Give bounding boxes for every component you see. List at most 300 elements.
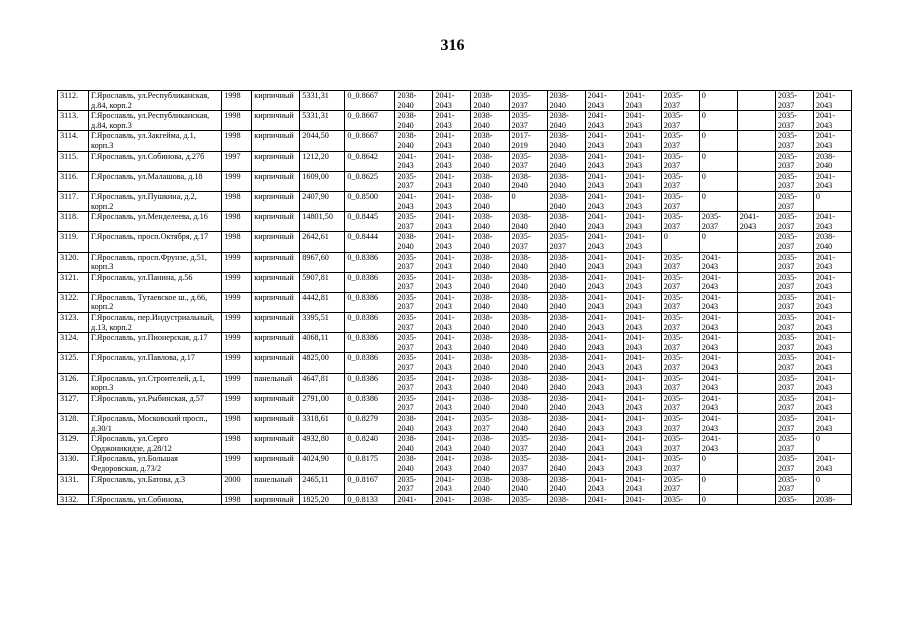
table-row [58,272,852,292]
period-cell: 2041- 2043 [585,272,623,292]
period-cell: 2041- 2043 [585,333,623,353]
period-cell: 2041- 2043 [623,111,661,131]
period-cell: 2041- 2043 [433,434,471,454]
period-cell: 2041- 2043 [585,414,623,434]
year-cell: 1998 [222,191,252,211]
period-cell: 2035- 2037 [775,353,813,373]
area-cell: 8967,60 [300,252,345,272]
period-cell [737,272,775,292]
index-cell: 0_0.8240 [345,434,395,454]
period-cell: 2038- 2040 [547,454,585,474]
table-row [58,292,852,312]
period-cell: 2038- 2040 [547,151,585,171]
period-cell: 2041- 2043 [433,292,471,312]
period-cell: 2041- 2043 [813,171,851,191]
address-cell: Г.Ярославль, ул.Менделеева, д.16 [89,212,222,232]
period-cell: 2038- 2040 [547,292,585,312]
row-number: 3123. [58,313,89,333]
period-cell: 2035- 2037 [775,474,813,494]
period-cell: 2041- 2043 [585,232,623,252]
period-cell [737,494,775,505]
period-cell: 2038- 2040 [395,414,433,434]
period-cell: 2038- 2040 [471,353,509,373]
period-cell: 2041- 2043 [737,212,775,232]
period-cell: 2035- 2037 [661,191,699,211]
period-cell: 2038- 2040 [547,474,585,494]
year-cell: 1999 [222,333,252,353]
material-cell: кирпичный [252,353,300,373]
period-cell: 2041- 2043 [433,212,471,232]
period-cell: 2038- 2040 [547,171,585,191]
address-cell: Г.Ярославль, ул.Собинова, [89,494,222,505]
period-cell: 2041- 2043 [433,333,471,353]
material-cell: панельный [252,373,300,393]
table-row [58,414,852,434]
period-cell: 2038- 2040 [813,151,851,171]
period-cell: 2035- 2037 [661,91,699,111]
period-cell: 2041- 2043 [585,191,623,211]
period-cell: 2041- 2043 [623,191,661,211]
period-cell: 2041- 2043 [813,252,851,272]
period-cell: 2035- 2037 [775,434,813,454]
area-cell: 1825,20 [300,494,345,505]
period-cell: 2038- 2040 [509,252,547,272]
period-cell: 2038- 2040 [471,212,509,232]
period-cell: 2035- 2037 [395,373,433,393]
year-cell: 1999 [222,252,252,272]
period-cell: 2041- 2043 [585,151,623,171]
year-cell: 1999 [222,373,252,393]
period-cell: 2038- 2040 [509,171,547,191]
period-cell: 2035- 2037 [471,414,509,434]
period-cell: 2035- 2037 [661,353,699,373]
period-cell [737,111,775,131]
period-cell: 2038- 2040 [547,313,585,333]
table-row [58,212,852,232]
period-cell: 2041- 2043 [623,171,661,191]
period-cell: 2035- 2037 [661,272,699,292]
period-cell: 2035- 2037 [395,474,433,494]
period-cell: 2038- 2040 [395,454,433,474]
index-cell: 0_0.8667 [345,131,395,151]
area-cell: 1609,00 [300,171,345,191]
period-cell: 2041- 2043 [813,414,851,434]
period-cell: 2041- 2043 [699,414,737,434]
index-cell: 0_0.8386 [345,292,395,312]
address-cell: Г.Ярославль, ул.Серго Орджоникидзе, д.28/12 [89,434,222,454]
index-cell: 0_0.8386 [345,313,395,333]
period-cell: 2038- 2040 [509,272,547,292]
period-cell: 2038- 2040 [509,393,547,413]
period-cell: 2041- 2043 [433,191,471,211]
row-number: 3121. [58,272,89,292]
period-cell: 2035- 2037 [775,191,813,211]
year-cell: 1998 [222,111,252,131]
period-cell: 2035- 2037 [699,212,737,232]
area-cell: 4647,81 [300,373,345,393]
period-cell: 2038- 2040 [509,474,547,494]
period-cell: 2038- 2040 [395,131,433,151]
table-row [58,333,852,353]
year-cell: 1999 [222,393,252,413]
area-cell: 4932,80 [300,434,345,454]
material-cell: кирпичный [252,414,300,434]
year-cell: 1998 [222,414,252,434]
period-cell: 2038- 2040 [547,91,585,111]
material-cell: кирпичный [252,131,300,151]
period-cell: 2035- 2037 [509,91,547,111]
period-cell: 2041- 2043 [585,474,623,494]
period-cell: 2038- 2040 [509,212,547,232]
period-cell: 2038- 2040 [471,272,509,292]
area-cell: 4442,81 [300,292,345,312]
index-cell: 0_0.8175 [345,454,395,474]
period-cell: 2038- 2040 [813,232,851,252]
address-cell: Г.Ярославль, ул.Большая Федоровская, д.73/2 [89,454,222,474]
table-row [58,252,852,272]
table-row [58,191,852,211]
table-row [58,434,852,454]
material-cell: кирпичный [252,333,300,353]
table-row [58,494,852,505]
period-cell: 2041- [585,494,623,505]
period-cell: 2041- 2043 [433,232,471,252]
row-number: 3117. [58,191,89,211]
period-cell: 2038- 2040 [471,252,509,272]
address-cell: Г.Ярославль, ул.Батова, д.3 [89,474,222,494]
row-number: 3132. [58,494,89,505]
index-cell: 0_0.8445 [345,212,395,232]
period-cell: 2035- 2037 [775,131,813,151]
period-cell: 2041- 2043 [433,111,471,131]
year-cell: 1997 [222,151,252,171]
period-cell [737,434,775,454]
period-cell: 2041- 2043 [623,272,661,292]
material-cell: кирпичный [252,292,300,312]
period-cell: 2041- 2043 [813,353,851,373]
row-number: 3127. [58,393,89,413]
row-number: 3126. [58,373,89,393]
material-cell: кирпичный [252,272,300,292]
period-cell: 0 [699,454,737,474]
period-cell: 2038- 2040 [509,373,547,393]
period-cell: 2035- 2037 [775,111,813,131]
period-cell: 2041- 2043 [433,131,471,151]
period-cell: 2035- 2037 [661,434,699,454]
year-cell: 1999 [222,292,252,312]
period-cell: 2038- 2040 [509,353,547,373]
period-cell: 2041- 2043 [623,434,661,454]
period-cell: 2035- 2037 [661,171,699,191]
period-cell: 2041- 2043 [623,232,661,252]
period-cell: 2041- 2043 [395,191,433,211]
table-row [58,151,852,171]
period-cell: 2035- 2037 [775,313,813,333]
period-cell: 2038- 2040 [471,292,509,312]
period-cell: 2041- 2043 [585,111,623,131]
address-cell: Г.Ярославль, ул.Строителей, д.1, корп.3 [89,373,222,393]
period-cell: 2038- 2040 [509,333,547,353]
period-cell [737,454,775,474]
period-cell [737,91,775,111]
area-cell: 2642,61 [300,232,345,252]
index-cell: 0_0.8444 [345,232,395,252]
area-cell: 5331,31 [300,91,345,111]
period-cell: 2035- 2037 [775,454,813,474]
period-cell: 2038- 2040 [547,434,585,454]
period-cell: 2041- 2043 [813,111,851,131]
year-cell: 1998 [222,434,252,454]
year-cell: 1998 [222,494,252,505]
area-cell: 2407,90 [300,191,345,211]
address-cell: Г.Ярославль, ул.Панина, д.56 [89,272,222,292]
period-cell: 2038- 2040 [471,454,509,474]
period-cell: 2041- 2043 [433,91,471,111]
material-cell: кирпичный [252,454,300,474]
address-cell: Г.Ярославль, пер.Индустриальный, д.13, корп.2 [89,313,222,333]
period-cell: 2038- 2040 [471,111,509,131]
area-cell: 14801,50 [300,212,345,232]
period-cell: 0 [699,91,737,111]
period-cell: 2041- 2043 [813,91,851,111]
period-cell: 2041- 2043 [699,333,737,353]
period-cell: 0 [509,191,547,211]
period-cell: 2035- 2037 [775,333,813,353]
period-cell: 2038- [813,494,851,505]
housing-table [57,90,852,505]
index-cell: 0_0.8642 [345,151,395,171]
period-cell: 2041- 2043 [433,313,471,333]
period-cell: 2041- 2043 [433,272,471,292]
period-cell: 2038- 2040 [471,333,509,353]
material-cell: кирпичный [252,171,300,191]
period-cell: 2035- 2037 [775,292,813,312]
period-cell: 0 [699,191,737,211]
period-cell: 2035- [509,494,547,505]
period-cell: 2035- [661,494,699,505]
period-cell: 2041- 2043 [813,131,851,151]
period-cell: 0 [699,171,737,191]
index-cell: 0_0.8386 [345,393,395,413]
period-cell: 2041- 2043 [585,454,623,474]
period-cell [737,252,775,272]
period-cell: 2041- 2043 [585,292,623,312]
address-cell: Г.Ярославль, ул.Малашова, д.18 [89,171,222,191]
period-cell [737,191,775,211]
period-cell: 2035- 2037 [661,292,699,312]
period-cell: 2041- 2043 [433,252,471,272]
period-cell: 2038- 2040 [395,91,433,111]
period-cell: 0 [699,474,737,494]
period-cell: 2038- 2040 [509,292,547,312]
period-cell: 0 [699,131,737,151]
year-cell: 1998 [222,232,252,252]
period-cell: 2041- 2043 [585,131,623,151]
period-cell: 0 [813,474,851,494]
period-cell: 0 [813,191,851,211]
period-cell: 2038- 2040 [547,414,585,434]
period-cell: 2035- [775,494,813,505]
year-cell: 1999 [222,353,252,373]
period-cell: 2038- 2040 [395,434,433,454]
period-cell: 2035- 2037 [661,151,699,171]
period-cell: 2035- 2037 [775,212,813,232]
period-cell: 2038- 2040 [547,111,585,131]
period-cell: 2041- 2043 [585,434,623,454]
period-cell: 2038- [547,494,585,505]
index-cell: 0_0.8386 [345,252,395,272]
period-cell: 2041- 2043 [395,151,433,171]
period-cell: 2035- 2037 [395,212,433,232]
period-cell: 2038- 2040 [471,373,509,393]
area-cell: 5907,81 [300,272,345,292]
period-cell: 2035- 2037 [509,111,547,131]
address-cell: Г.Ярославль, ул.Республиканская, д.84, корп.3 [89,111,222,131]
period-cell: 2041- 2043 [585,353,623,373]
period-cell: 2035- 2037 [509,434,547,454]
period-cell: 2038- 2040 [471,393,509,413]
address-cell: Г.Ярославль, ул.Собинова, д.27б [89,151,222,171]
period-cell: 2035- 2037 [509,232,547,252]
table-row [58,91,852,111]
table-row [58,313,852,333]
period-cell: 2041- 2043 [813,313,851,333]
table-row [58,111,852,131]
material-cell: кирпичный [252,232,300,252]
period-cell: 2041- 2043 [585,91,623,111]
period-cell [737,353,775,373]
row-number: 3122. [58,292,89,312]
period-cell: 0 [699,151,737,171]
period-cell: 2041- 2043 [433,393,471,413]
period-cell [737,333,775,353]
row-number: 3120. [58,252,89,272]
period-cell: 2041- 2043 [585,373,623,393]
period-cell: 2041- [433,494,471,505]
period-cell: 2041- 2043 [623,353,661,373]
material-cell: кирпичный [252,393,300,413]
period-cell: 2035- 2037 [509,151,547,171]
material-cell: кирпичный [252,191,300,211]
period-cell: 2041- 2043 [623,131,661,151]
period-cell: 2035- 2037 [395,313,433,333]
period-cell [737,151,775,171]
address-cell: Г.Ярославль, ул.Республиканская, д.84, корп.2 [89,91,222,111]
period-cell: 2041- 2043 [623,333,661,353]
index-cell: 0_0.8133 [345,494,395,505]
period-cell: 2041- 2043 [585,212,623,232]
period-cell: 2041- 2043 [433,414,471,434]
period-cell: 2041- 2043 [623,252,661,272]
period-cell [737,373,775,393]
index-cell: 0_0.8279 [345,414,395,434]
period-cell: 2041- 2043 [699,272,737,292]
area-cell: 5331,31 [300,111,345,131]
area-cell: 4068,11 [300,333,345,353]
area-cell: 2465,11 [300,474,345,494]
period-cell [737,171,775,191]
period-cell: 2038- 2040 [471,131,509,151]
period-cell: 2041- 2043 [623,454,661,474]
period-cell: 2038- 2040 [547,272,585,292]
area-cell: 4825,00 [300,353,345,373]
period-cell: 2035- 2037 [661,131,699,151]
year-cell: 1999 [222,454,252,474]
period-cell: 2041- 2043 [585,171,623,191]
period-cell: 2041- 2043 [433,171,471,191]
material-cell: кирпичный [252,252,300,272]
period-cell: 2038- [471,494,509,505]
period-cell: 2038- 2040 [547,191,585,211]
period-cell: 2035- 2037 [395,171,433,191]
period-cell: 2035- 2037 [395,292,433,312]
period-cell [737,131,775,151]
period-cell: 2038- 2040 [471,232,509,252]
material-cell: кирпичный [252,212,300,232]
row-number: 3115. [58,151,89,171]
area-cell: 3318,61 [300,414,345,434]
area-cell: 2044,50 [300,131,345,151]
period-cell: 2035- 2037 [661,414,699,434]
index-cell: 0_0.8167 [345,474,395,494]
period-cell: 2035- 2037 [661,393,699,413]
table-row [58,353,852,373]
page-number: 316 [440,37,465,54]
year-cell: 1998 [222,131,252,151]
material-cell: кирпичный [252,151,300,171]
period-cell: 0 [661,232,699,252]
period-cell: 2038- 2040 [395,232,433,252]
period-cell: 2041- 2043 [699,292,737,312]
table-row [58,454,852,474]
period-cell: 2017- 2019 [509,131,547,151]
period-cell: 2035- 2037 [395,272,433,292]
period-cell: 2038- 2040 [471,191,509,211]
row-number: 3125. [58,353,89,373]
period-cell: 2035- 2037 [775,171,813,191]
period-cell: 2038- 2040 [547,333,585,353]
period-cell: 2041- 2043 [699,434,737,454]
index-cell: 0_0.8386 [345,373,395,393]
period-cell: 2035- 2037 [775,373,813,393]
period-cell: 2041- 2043 [699,313,737,333]
period-cell: 2038- 2040 [547,252,585,272]
period-cell [737,232,775,252]
period-cell: 2041- 2043 [433,151,471,171]
table-row [58,131,852,151]
address-cell: Г.Ярославль, ул.Пушкина, д.2, корп.2 [89,191,222,211]
period-cell: 2038- 2040 [547,212,585,232]
period-cell: 2038- 2040 [509,414,547,434]
row-number: 3112. [58,91,89,111]
period-cell: 2038- 2040 [509,313,547,333]
period-cell: 2035- 2037 [775,393,813,413]
period-cell: 2038- 2040 [471,313,509,333]
material-cell: панельный [252,474,300,494]
year-cell: 2000 [222,474,252,494]
period-cell: 2041- 2043 [585,313,623,333]
address-cell: Г.Ярославль, ул.Рыбинская, д.57 [89,393,222,413]
period-cell: 2041- 2043 [699,353,737,373]
period-cell: 2041- 2043 [813,454,851,474]
period-cell: 2035- 2037 [661,252,699,272]
period-cell: 2041- 2043 [813,212,851,232]
period-cell [737,292,775,312]
period-cell: 2041- 2043 [813,393,851,413]
period-cell: 2035- 2037 [509,454,547,474]
period-cell: 2035- 2037 [661,474,699,494]
period-cell: 2041- 2043 [623,313,661,333]
